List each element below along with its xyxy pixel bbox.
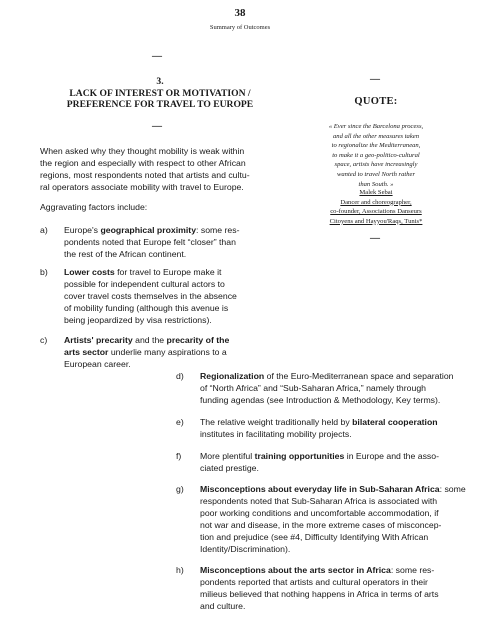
bold-phrase: Lower costs (64, 267, 115, 277)
list-item-text (200, 416, 438, 440)
list-item-line (64, 346, 229, 358)
list-item-line (200, 416, 438, 428)
quote-attribution (306, 188, 446, 226)
list-item-line (200, 450, 439, 462)
quote-heading: QUOTE: (354, 96, 398, 107)
aggravating-factors-label: Aggravating factors include: (40, 202, 148, 212)
text-run: not war and disease, in the more extreme cases of misconcep- (200, 520, 442, 530)
intro-line: When asked why they thought mobility is weak within (40, 146, 245, 156)
text-run: ciated prestige. (200, 463, 259, 473)
running-head: Summary of Outcomes (209, 24, 271, 31)
list-item-line (200, 394, 454, 406)
list-item-line (64, 224, 239, 236)
separator-dash: — (152, 51, 162, 62)
text-run: for travel to Europe make it (114, 267, 222, 277)
text-run: in Europe and the asso- (344, 451, 440, 461)
list-item-text (200, 564, 439, 612)
list-item-line (64, 314, 237, 326)
list-item-line (200, 370, 454, 382)
text-run: milieus believed that nothing happens in Africa in terms of arts (200, 589, 439, 599)
list-item-line (64, 236, 239, 248)
text-run: poor working conditions and uncomfortable accommodation, if (200, 508, 439, 518)
list-item-line (200, 428, 438, 440)
section-heading (40, 76, 280, 111)
list-item-line (200, 462, 439, 474)
text-run: : some res- (390, 565, 435, 575)
quote-line: to make it a geo-politico-cultural (332, 151, 420, 159)
list-item-line (200, 519, 466, 531)
bold-phrase: precarity of the (166, 335, 230, 345)
text-run: of the Euro-Mediterranean space and separation (264, 371, 454, 381)
text-run: of “North Africa” and “Sub-Saharan Africa,” namely through (200, 383, 426, 393)
list-item-line (200, 564, 439, 576)
bold-phrase: bilateral cooperation (352, 417, 438, 427)
section-title-line: PREFERENCE FOR TRAVEL TO EUROPE (66, 99, 254, 110)
list-item-text (200, 370, 454, 406)
bold-phrase: Regionalization (200, 371, 265, 381)
bold-phrase: Misconceptions about the arts sector in Africa (200, 565, 391, 575)
text-run: underlie many aspirations to a (108, 347, 227, 357)
list-item-line (64, 248, 239, 260)
text-run: More plentiful (200, 451, 255, 461)
list-item-text (64, 334, 229, 370)
quote-line: than South. » (358, 180, 394, 188)
text-run: Identity/Discrimination). (200, 544, 291, 554)
text-run: European career. (64, 359, 131, 369)
list-item-line (64, 302, 237, 314)
bold-phrase: Misconceptions about everyday life in Sub-Saharan Africa (200, 484, 440, 494)
list-item-line (64, 266, 237, 278)
separator-dash: — (370, 74, 380, 85)
intro-line: ral operators associate mobility with travel to Europe. (40, 182, 244, 192)
bold-phrase: training opportunities (254, 451, 345, 461)
separator-dash: — (370, 233, 380, 244)
text-run: institutes in facilitating mobility projects. (200, 429, 352, 439)
quote-line: space, artists have increasingly (334, 161, 418, 169)
list-item-line (200, 483, 466, 495)
list-item-line (200, 495, 466, 507)
bold-phrase: geographical proximity (100, 225, 197, 235)
intro-line: the region and especially with respect to other African (40, 158, 246, 168)
section-title-line: LACK OF INTEREST OR MOTIVATION / (69, 87, 251, 99)
list-marker: d) (176, 371, 184, 381)
list-item-text (64, 266, 237, 326)
quote-line: wanted to travel North rather (336, 170, 416, 178)
text-run: the rest of the African continent. (64, 249, 187, 259)
text-run: respondents noted that Sub-Saharan Africa is associated with (200, 496, 438, 506)
text-run: Europe's (64, 225, 101, 235)
list-item-line (200, 382, 454, 394)
text-run: cover travel costs themselves in the absence (64, 291, 237, 301)
quote-line: « Ever since the Barcelona process, (328, 123, 424, 130)
list-item-line (64, 290, 237, 302)
quote-text (306, 122, 446, 189)
page-number: 38 (234, 7, 246, 19)
list-item-text (200, 483, 466, 555)
list-item-text (200, 450, 439, 474)
attribution-line: co-founder, Associations Danseurs (330, 208, 422, 216)
list-item-line (64, 334, 229, 346)
text-run: of mobility funding (although this avenue is (64, 303, 229, 313)
list-item-text (64, 224, 239, 260)
list-marker: g) (176, 484, 184, 494)
text-run: pondents reported that artists and cultural operators in their (200, 577, 428, 587)
text-run: : some res- (196, 225, 240, 235)
list-item-line (64, 278, 237, 290)
list-item-line (200, 576, 439, 588)
list-marker: b) (40, 267, 48, 277)
text-run: funding agendas (see Introduction & Methodology, Key terms). (200, 395, 441, 405)
text-run: pondents noted that Europe felt “closer” than (64, 237, 236, 247)
list-marker: h) (176, 565, 184, 575)
quote-line: to regionalize the Mediterranean, (331, 142, 421, 150)
separator-dash: — (152, 121, 162, 132)
text-run: and culture. (200, 601, 246, 611)
attribution-line: Dancer and choreographer, (340, 198, 412, 206)
list-item-line (64, 358, 229, 370)
bold-phrase: Artists' precarity (64, 335, 133, 345)
intro-line: regions, most respondents noted that artists and cultu- (40, 170, 250, 180)
attribution-line: Malek Sebai (359, 189, 393, 196)
list-marker: f) (176, 451, 182, 461)
list-marker: e) (176, 417, 184, 427)
section-number: 3. (156, 76, 164, 87)
list-item-line (200, 507, 466, 519)
attribution-line: Citoyens and Hayyou'Raqs, Tunis* (329, 217, 423, 225)
list-item-line (200, 588, 439, 600)
list-marker: c) (40, 335, 48, 345)
text-run: : some (439, 484, 466, 494)
text-run: tion and prejudice (see #4, Difficulty Identifying With African (200, 532, 429, 542)
quote-line: and all the other measures taken (332, 132, 419, 140)
list-item-line (200, 543, 466, 555)
list-item-line (200, 531, 466, 543)
text-run: being jeopardized by visa restrictions). (64, 315, 212, 325)
intro-paragraph (40, 145, 290, 193)
list-marker: a) (40, 225, 48, 235)
list-item-line (200, 600, 439, 612)
text-run: possible for independent cultural actors to (64, 279, 225, 289)
text-run: The relative weight traditionally held by (200, 417, 353, 427)
bold-phrase: arts sector (64, 347, 109, 357)
text-run: and the (132, 335, 167, 345)
